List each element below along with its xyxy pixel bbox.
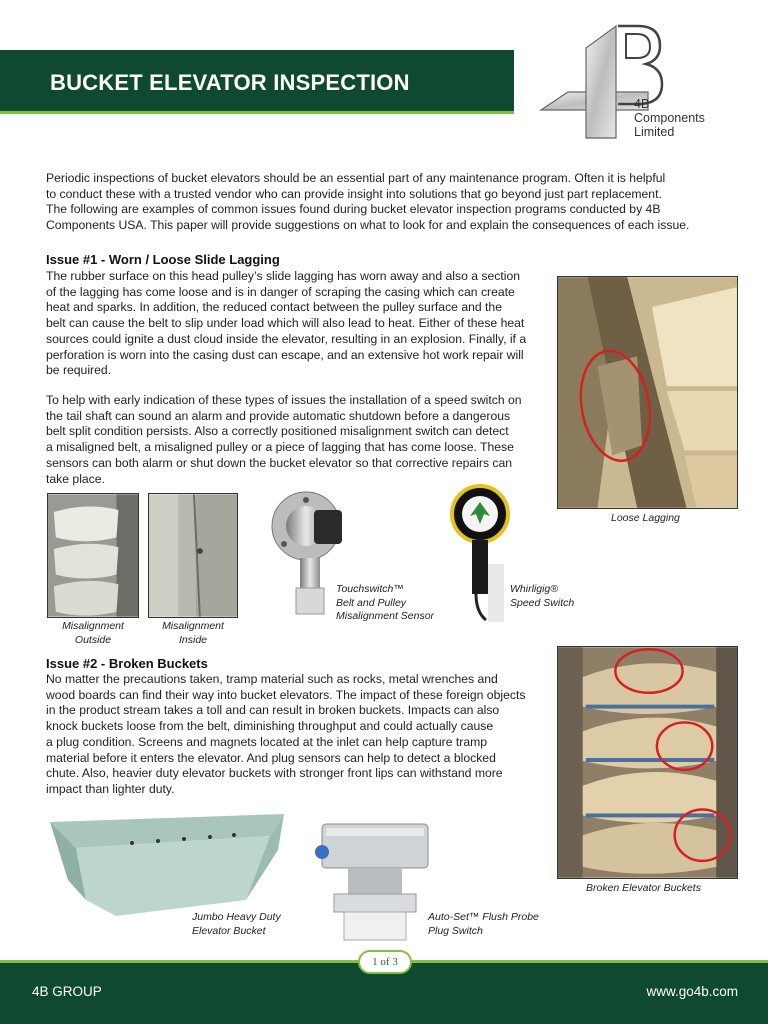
svg-text:4B: 4B (538, 20, 540, 21)
issue-2-paragraph: No matter the precautions taken, tramp material such as rocks, metal wrenches and wood boards can find their way into bucket elevators. The impact of these foreign objects in the product stream takes a toll and can result in broken buckets. Impacts can also knock buckets loose from the belt, diminishing throughput and could actually cause a plug condition. Screens and magnets located at the inlet can help capture tramp material before it enters the elevator. And plug sensors can help to detect a blocked chute. Also, heavier duty elevator buckets with stronger front lips can withstand more impact than lighter duty. (46, 672, 526, 796)
issue-1-paragraph-1: The rubber surface on this head pulley’s slide lagging has worn away and also a section of the lagging has come loose and is in danger of scraping the casing which can create heat and sparks. In addition, the reduced contact between the pulley surface and the belt can cause the belt to slip under load which will also lead to heat. Either of these heat sources could ignite a dust cloud inside the elevator, resulting in an explosion. Finally, if a perforation is worn into the casing dust can escape, and an extensive hot work repair will be required. (46, 269, 527, 378)
misalignment-outside-caption: Misalignment Outside (62, 620, 124, 646)
footer-company: 4B GROUP (32, 984, 102, 999)
whirligig-speed-switch-image (446, 484, 514, 622)
issue-1-paragraph-2: To help with early indication of these types of issues the installation of a speed switch on the tail shaft can sound an alarm and provide automatic shutdown before a dangerous belt split condition persists. Also a correctly positioned misalignment switch can detect a misaligned belt, a misaligned pulley or a piece of lagging that has come loose. These sensors can both alarm or shut down the bucket elevator so that corrective repairs can take place. (46, 393, 522, 486)
broken-buckets-caption: Broken Elevator Buckets (586, 882, 701, 894)
broken-buckets-photo (557, 646, 738, 879)
auto-set-caption: Auto-Set™ Flush Probe Plug Switch (428, 911, 539, 937)
jumbo-bucket-caption: Jumbo Heavy Duty Elevator Bucket (192, 911, 281, 937)
whirligig-caption: Whirligig® Speed Switch (510, 583, 575, 609)
logo-company-name: 4B Components Limited (634, 97, 705, 139)
loose-lagging-caption: Loose Lagging (611, 512, 680, 524)
issue-1-heading: Issue #1 - Worn / Loose Slide Lagging (46, 252, 280, 267)
loose-lagging-photo (557, 276, 738, 509)
auto-set-plug-switch-image (312, 818, 436, 942)
misalignment-inside-caption: Misalignment Inside (162, 620, 224, 646)
page-title: BUCKET ELEVATOR INSPECTION (50, 70, 410, 95)
jumbo-elevator-bucket-image (46, 810, 288, 922)
touchswitch-caption: Touchswitch™ Belt and Pulley Misalignment Sensor (336, 583, 435, 622)
footer-website-link[interactable]: www.go4b.com (646, 984, 738, 999)
misalignment-outside-photo (47, 493, 139, 618)
page-number-badge: 1 of 3 (358, 950, 412, 974)
issue-2-heading: Issue #2 - Broken Buckets (46, 656, 208, 671)
intro-paragraph: Periodic inspections of bucket elevators should be an essential part of any maintenance program. Often it is helpful to conduct these with a trusted vendor who can provide insight into solutions that go beyond just part replacement. The following are examples of common issues found during bucket elevator inspection programs conducted by 4B Components USA. This paper will provide suggestions on what to look for and explain the consequences of each issue. (46, 171, 690, 233)
misalignment-inside-photo (148, 493, 238, 618)
